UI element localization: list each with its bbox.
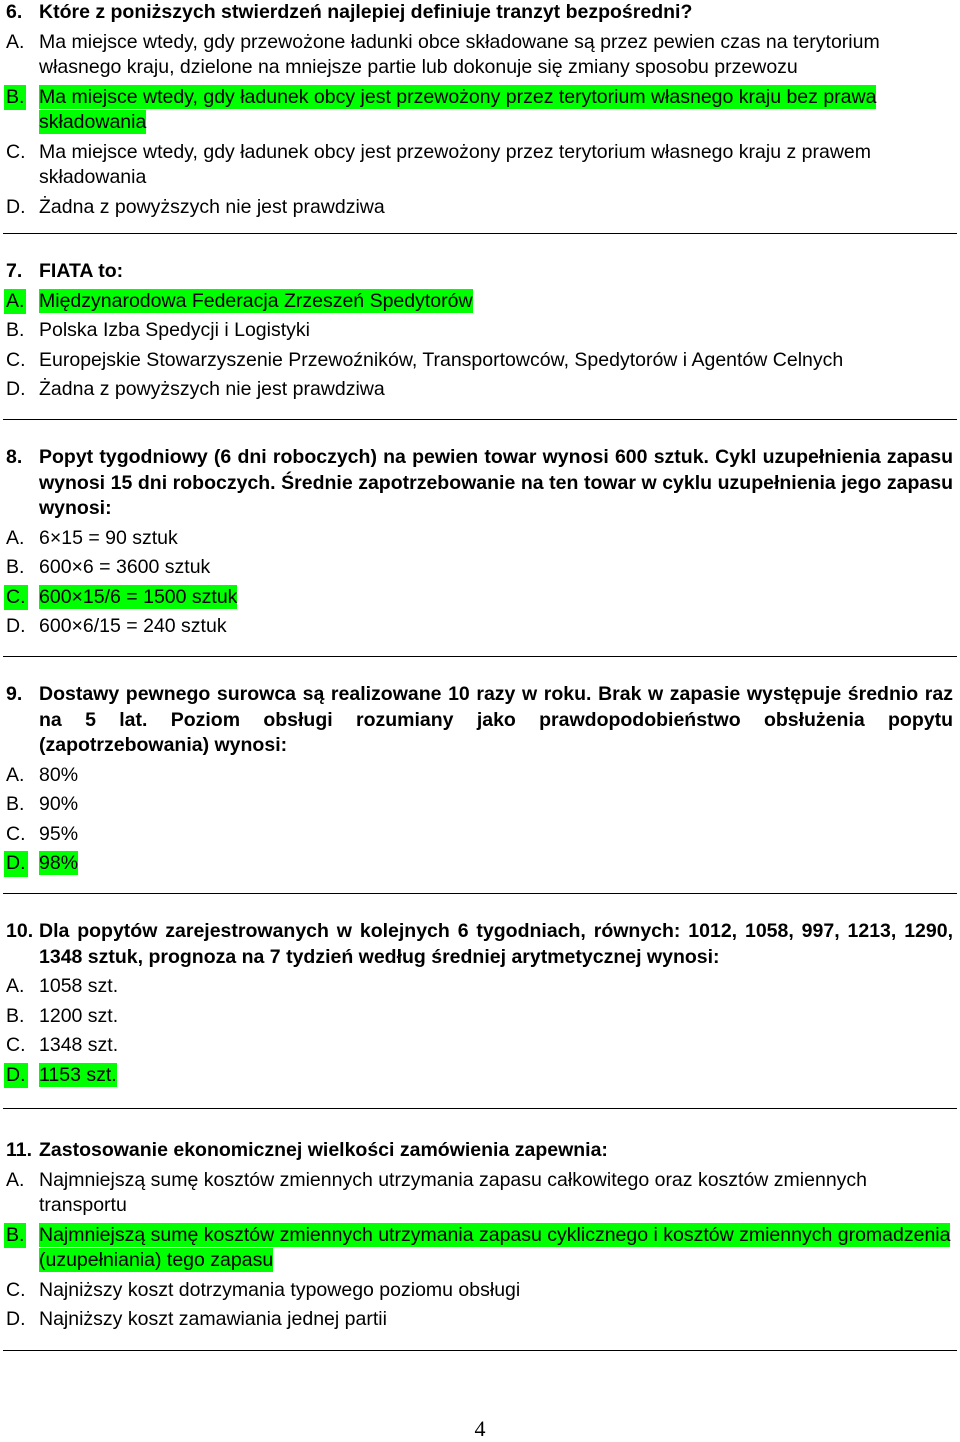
- question-6-stem: [0, 0, 960, 26]
- question-number: 6.: [6, 1, 23, 23]
- option-letter: C.: [6, 1034, 26, 1056]
- option-letter: C.: [6, 140, 26, 163]
- answer-option-a: [0, 30, 960, 81]
- option-text: 600×15/6 = 1500 sztuk: [39, 585, 238, 608]
- option-letter: A.: [6, 526, 25, 549]
- separator-line: [3, 656, 957, 657]
- option-text: 1153 szt.: [39, 1063, 117, 1086]
- answer-option-c: [0, 140, 960, 191]
- option-letter: D.: [6, 1308, 26, 1330]
- answer-option-c: [0, 348, 960, 374]
- question-text: Dla popytów zarejestrowanych w kolejnych 6 tygodniach, równych: 1012, 1058, 997, 1213, 1290, 1348 sztuk, prognoza na 7 tydzień według średniej arytmetycznej wynosi:: [39, 920, 953, 968]
- option-text: 90%: [39, 793, 79, 815]
- question-11-stem: [0, 1138, 960, 1164]
- answer-option-c: [0, 1033, 960, 1059]
- question-text: FIATA to:: [39, 260, 124, 282]
- answer-option-a: [0, 526, 960, 552]
- question-8-stem: [0, 445, 960, 522]
- option-text: 95%: [39, 822, 79, 845]
- option-letter: C.: [6, 822, 26, 845]
- page-number: 4: [474, 1416, 486, 1441]
- option-text: Europejskie Stowarzyszenie Przewoźników, Transportowców, Spedytorów i Agentów Celnych: [39, 348, 844, 371]
- option-letter: C.: [6, 1278, 26, 1301]
- answer-option-a: [0, 974, 960, 1000]
- option-letter: B.: [4, 85, 26, 111]
- separator-line: [3, 893, 957, 894]
- option-text: 1058 szt.: [39, 975, 119, 997]
- answer-option-d: [0, 1307, 960, 1333]
- separator-line: [3, 419, 957, 420]
- answer-option-c: [0, 1278, 960, 1304]
- option-letter: B.: [6, 1004, 25, 1027]
- option-text: Żadna z powyższych nie jest prawdziwa: [39, 195, 385, 218]
- question-text: Które z poniższych stwierdzeń najlepiej definiuje tranzyt bezpośredni?: [39, 1, 693, 23]
- answer-option-d: [0, 614, 960, 640]
- question-7-stem: [0, 259, 960, 285]
- question-10-stem: [0, 919, 960, 970]
- question-text: Zastosowanie ekonomicznej wielkości zamówienia zapewnia:: [39, 1139, 608, 1161]
- option-letter: C.: [6, 348, 26, 371]
- option-text: Polska Izba Spedycji i Logistyki: [39, 319, 310, 341]
- option-text: 98%: [39, 852, 79, 874]
- option-letter: D.: [6, 195, 26, 218]
- option-letter: B.: [4, 1223, 26, 1249]
- answer-option-b: [0, 792, 960, 818]
- separator-line: [3, 1108, 957, 1109]
- answer-option-d: [0, 195, 960, 221]
- option-text: Najmniejszą sumę kosztów zmiennych utrzymania zapasu całkowitego oraz kosztów zmiennych transportu: [39, 1168, 868, 1216]
- option-text: 80%: [39, 763, 79, 786]
- answer-option-d: [0, 377, 960, 403]
- question-8: [0, 445, 960, 640]
- answer-option-b: [0, 555, 960, 581]
- option-letter: B.: [6, 556, 25, 578]
- option-text: Najmniejszą sumę kosztów zmiennych utrzymania zapasu cyklicznego i kosztów zmiennych gromadzenia (uzupełniania) tego zapasu: [39, 1223, 951, 1271]
- option-text: Ma miejsce wtedy, gdy ładunek obcy jest przewożony przez terytorium własnego kraju z prawem składowania: [39, 140, 871, 188]
- option-letter: B.: [6, 319, 25, 341]
- answer-option-a: [0, 1168, 960, 1219]
- question-10: [0, 919, 960, 1088]
- option-letter: A.: [6, 975, 25, 997]
- question-6: [0, 0, 960, 220]
- question-number: 7.: [6, 260, 23, 282]
- option-text: Ma miejsce wtedy, gdy przewożone ładunki obce składowane są przez pewien czas na terytorium własnego kraju, dzielone na mniejsze partie lub dokonuje się zmiany sposobu przewozu: [39, 30, 880, 78]
- answer-option-c: [0, 822, 960, 848]
- question-number: 9.: [6, 683, 23, 705]
- question-text: Dostawy pewnego surowca są realizowane 10 razy w roku. Brak w zapasie występuje średnio raz na 5 lat. Poziom obsługi rozumiany jako prawdopodobieństwo obsłużenia popytu (zapotrzebowania) wynosi:: [39, 683, 953, 756]
- option-letter: A.: [6, 1168, 25, 1191]
- answer-option-a-correct: [0, 289, 960, 315]
- option-letter: A.: [6, 763, 25, 786]
- question-number: 8.: [6, 446, 23, 468]
- option-letter: C.: [4, 585, 28, 611]
- option-letter: D.: [4, 851, 28, 877]
- question-number: 11.: [6, 1139, 33, 1161]
- option-text: Żadna z powyższych nie jest prawdziwa: [39, 378, 385, 400]
- option-text: 1200 szt.: [39, 1004, 119, 1027]
- option-text: 1348 szt.: [39, 1034, 119, 1056]
- option-letter: D.: [4, 1063, 28, 1089]
- answer-option-b-correct: [0, 85, 960, 136]
- option-text: 600×6/15 = 240 sztuk: [39, 615, 227, 637]
- option-text: 600×6 = 3600 sztuk: [39, 556, 211, 578]
- answer-option-d-correct: [0, 1063, 960, 1089]
- option-text: Najniższy koszt zamawiania jednej partii: [39, 1308, 387, 1330]
- separator-line: [3, 1350, 957, 1351]
- option-letter: B.: [6, 793, 25, 815]
- answer-option-b: [0, 318, 960, 344]
- question-9-stem: [0, 682, 960, 759]
- question-9: [0, 682, 960, 877]
- answer-option-a: [0, 763, 960, 789]
- separator-line: [3, 233, 957, 234]
- option-letter: D.: [6, 378, 26, 400]
- question-number: 10.: [6, 920, 34, 942]
- answer-option-c-correct: [0, 585, 960, 611]
- question-text: Popyt tygodniowy (6 dni roboczych) na pewien towar wynosi 600 sztuk. Cykl uzupełnienia zapasu wynosi 15 dni roboczych. Średnie zapotrzebowanie na ten towar w cyklu uzupełnienia jego zapasu wynosi:: [39, 446, 953, 519]
- option-text: Międzynarodowa Federacja Zrzeszeń Spedytorów: [39, 289, 473, 312]
- answer-option-b: [0, 1004, 960, 1030]
- option-text: 6×15 = 90 sztuk: [39, 526, 178, 549]
- option-letter: A.: [6, 30, 25, 53]
- option-text: Najniższy koszt dotrzymania typowego poziomu obsługi: [39, 1278, 521, 1301]
- answer-option-b-correct: [0, 1223, 960, 1274]
- option-text: Ma miejsce wtedy, gdy ładunek obcy jest przewożony przez terytorium własnego kraju bez prawa składowania: [39, 85, 877, 133]
- answer-option-d-correct: [0, 851, 960, 877]
- option-letter: D.: [6, 615, 26, 637]
- question-11: [0, 1138, 960, 1333]
- option-letter: A.: [4, 289, 26, 315]
- question-7: [0, 259, 960, 403]
